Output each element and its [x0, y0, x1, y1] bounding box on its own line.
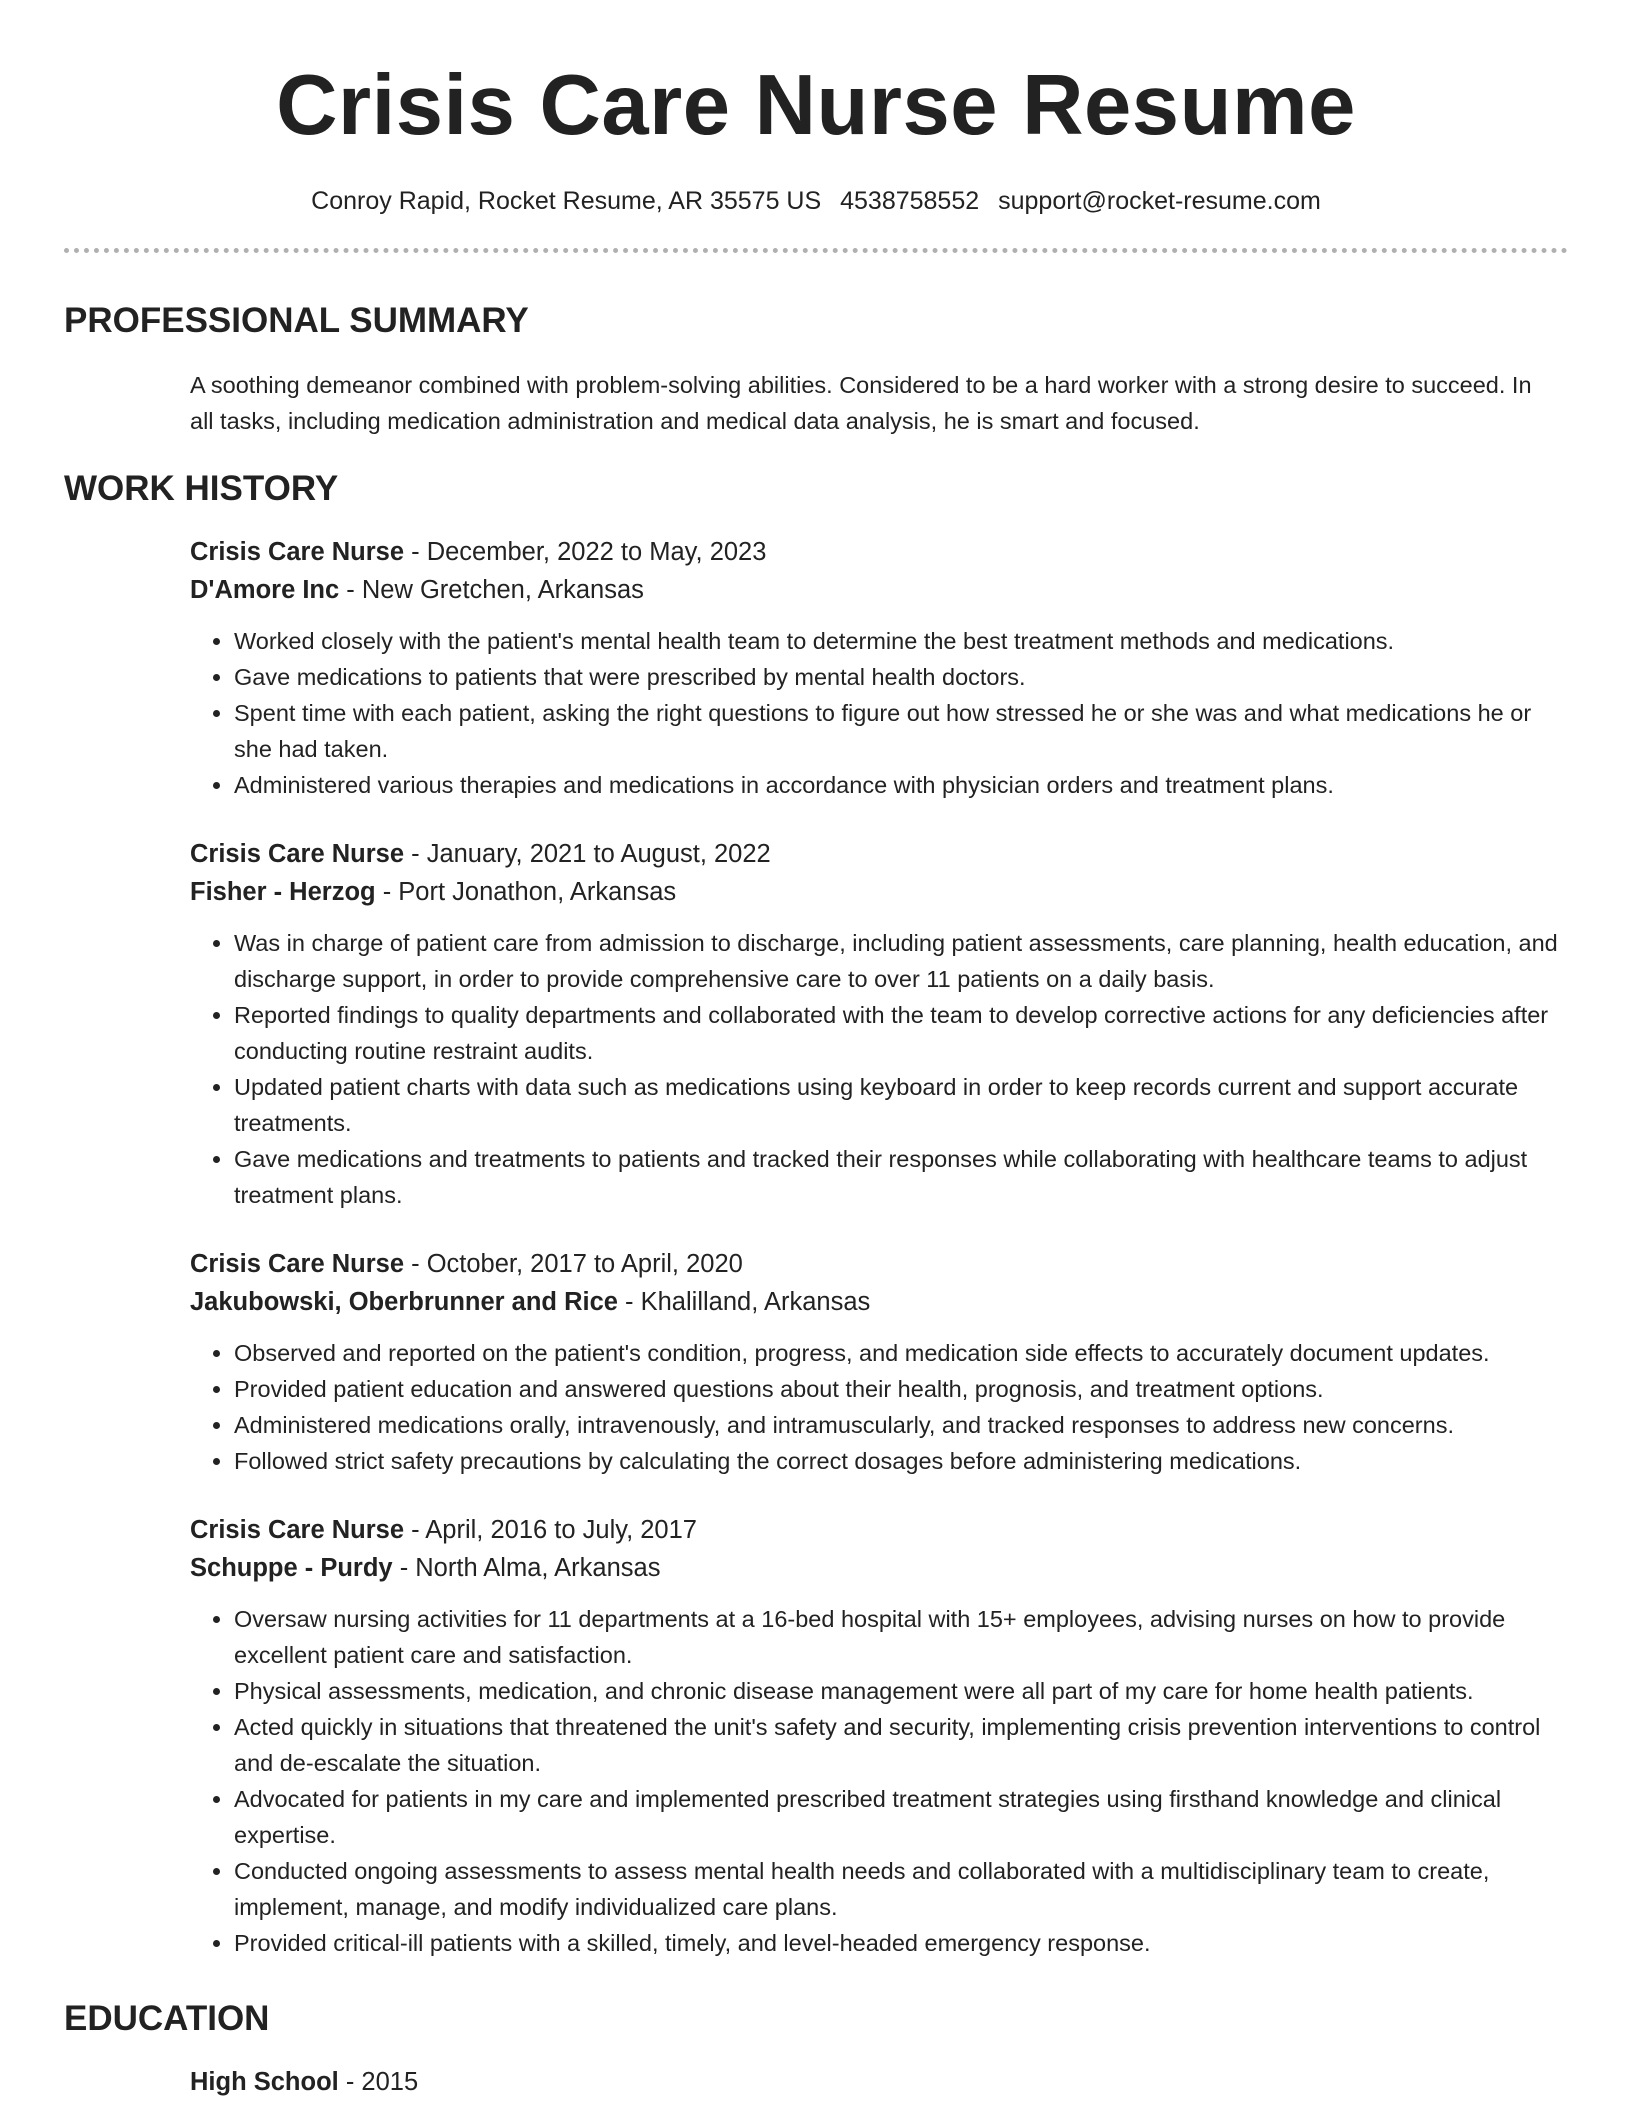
duty-item: • Advocated for patients in my care and implemented prescribed treatment strategies using firsthand knowledge and clinical expertise.: [234, 1781, 1568, 1853]
duty-item: • Provided patient education and answered questions about their health, prognosis, and treatment options.: [234, 1371, 1568, 1407]
duty-item: • Physical assessments, medication, and chronic disease management were all part of my care for home health patients.: [234, 1673, 1568, 1709]
job-company: Schuppe - Purdy: [190, 1554, 393, 1582]
job-location: - Khalilland, Arkansas: [617, 1288, 871, 1316]
job-company: Fisher - Herzog: [190, 878, 376, 906]
education-entry: [190, 2063, 1568, 2101]
job-company-line: [190, 1549, 1568, 1587]
job-dates: - December, 2022 to May, 2023: [404, 538, 767, 566]
job-role-line: [190, 533, 1568, 571]
job-location: - North Alma, Arkansas: [392, 1554, 661, 1582]
job-role: Crisis Care Nurse: [190, 840, 405, 868]
duty-item: • Administered medications orally, intravenously, and intramuscularly, and tracked responses to address new concerns.: [234, 1407, 1568, 1443]
job-entry: [190, 1245, 1568, 1479]
job-company: Jakubowski, Oberbrunner and Rice: [190, 1288, 618, 1316]
job-entry: [190, 835, 1568, 1213]
header-divider: [64, 248, 1568, 253]
job-duties-list: [190, 1601, 1568, 1961]
job-duties-list: [190, 925, 1568, 1213]
job-entry: [190, 533, 1568, 803]
resume-title: Crisis Care Nurse Resume: [276, 58, 1356, 153]
job-duties-list: [190, 623, 1568, 803]
duty-item: • Spent time with each patient, asking the right questions to figure out how stressed he or she was and what medications he or she had taken.: [234, 695, 1568, 767]
job-location: - New Gretchen, Arkansas: [339, 576, 644, 604]
summary-text: A soothing demeanor combined with problem-solving abilities. Considered to be a hard worker with a strong desire to succeed. In all tasks, including medication administration and medical data analysis, he is smart and focused.: [190, 372, 1532, 434]
job-role-line: [190, 1245, 1568, 1283]
job-dates: - October, 2017 to April, 2020: [404, 1250, 743, 1278]
job-company-line: [190, 571, 1568, 609]
education-year: - 2015: [338, 2068, 419, 2096]
duty-item: • Conducted ongoing assessments to assess mental health needs and collaborated with a multidisciplinary team to create, implement, manage, and modify individualized care plans.: [234, 1853, 1568, 1925]
contact-address: Conroy Rapid, Rocket Resume, AR 35575 US: [311, 187, 822, 215]
job-role: Crisis Care Nurse: [190, 1516, 405, 1544]
job-role-line: [190, 1511, 1568, 1549]
job-dates: - January, 2021 to August, 2022: [404, 840, 771, 868]
duty-item: • Acted quickly in situations that threatened the unit's safety and security, implementing crisis prevention interventions to control and de-escalate the situation.: [234, 1709, 1568, 1781]
job-role: Crisis Care Nurse: [190, 1250, 405, 1278]
duty-item: • Worked closely with the patient's mental health team to determine the best treatment methods and medications.: [234, 623, 1568, 659]
duty-item: • Updated patient charts with data such as medications using keyboard in order to keep records current and support accurate treatments.: [234, 1069, 1568, 1141]
section-title-work-history: WORK HISTORY: [64, 469, 339, 508]
contact-email: support@rocket-resume.com: [998, 187, 1321, 215]
job-entry: [190, 1511, 1568, 1961]
job-company-line: [190, 1283, 1568, 1321]
duty-item: • Followed strict safety precautions by calculating the correct dosages before administering medications.: [234, 1443, 1568, 1479]
duty-item: • Oversaw nursing activities for 11 departments at a 16-bed hospital with 15+ employees, advising nurses on how to provide excellent patient care and satisfaction.: [234, 1601, 1568, 1673]
duty-item: • Reported findings to quality departments and collaborated with the team to develop corrective actions for any deficiencies after conducting routine restraint audits.: [234, 997, 1568, 1069]
job-company-line: [190, 873, 1568, 911]
duty-item: • Observed and reported on the patient's condition, progress, and medication side effects to accurately document updates.: [234, 1335, 1568, 1371]
duty-item: • Was in charge of patient care from admission to discharge, including patient assessments, care planning, health education, and discharge support, in order to provide comprehensive care to over 11 patients on a daily basis.: [234, 925, 1568, 997]
contact-phone: 4538758552: [840, 187, 980, 215]
job-duties-list: [190, 1335, 1568, 1479]
duty-item: • Administered various therapies and medications in accordance with physician orders and treatment plans.: [234, 767, 1568, 803]
section-title-summary: PROFESSIONAL SUMMARY: [64, 301, 529, 340]
job-company: D'Amore Inc: [190, 576, 340, 604]
duty-item: • Gave medications and treatments to patients and tracked their responses while collaborating with healthcare teams to adjust treatment plans.: [234, 1141, 1568, 1213]
job-location: - Port Jonathon, Arkansas: [375, 878, 677, 906]
duty-item: • Provided critical-ill patients with a skilled, timely, and level-headed emergency response.: [234, 1925, 1568, 1961]
job-dates: - April, 2016 to July, 2017: [404, 1516, 697, 1544]
job-role: Crisis Care Nurse: [190, 538, 405, 566]
duty-item: • Gave medications to patients that were prescribed by mental health doctors.: [234, 659, 1568, 695]
job-role-line: [190, 835, 1568, 873]
section-title-education: EDUCATION: [64, 1999, 270, 2038]
education-degree: High School: [190, 2068, 339, 2096]
contact-line: [64, 184, 1568, 218]
